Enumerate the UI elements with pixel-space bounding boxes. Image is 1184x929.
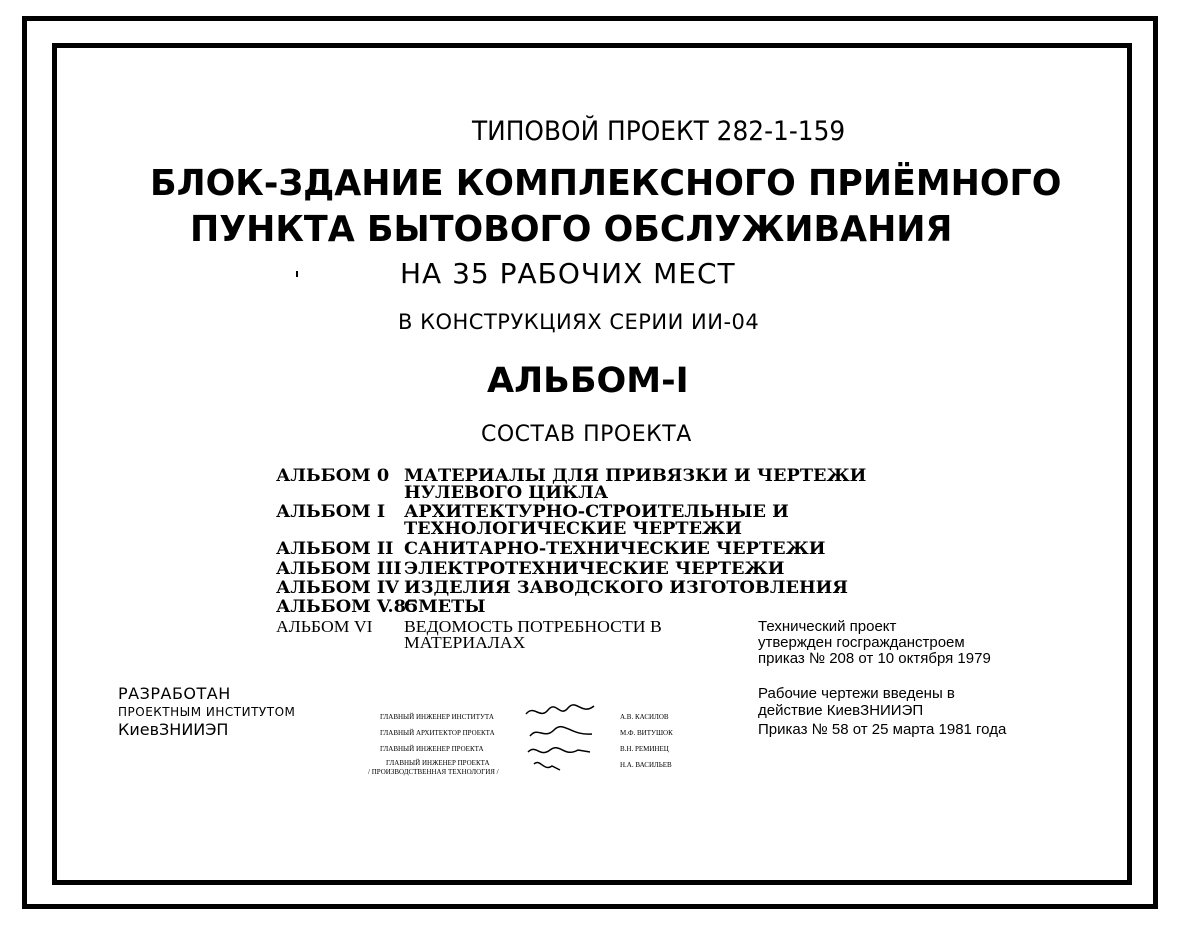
album-1-desc-2: ТЕХНОЛОГИЧЕСКИЕ ЧЕРТЕЖИ (404, 519, 742, 539)
handwritten-signatures (520, 700, 600, 780)
album-3-name: АЛЬБОМ III (276, 559, 402, 579)
album-5-name: АЛЬБОМ V.85 (276, 597, 419, 617)
developed-label: РАЗРАБОТАН (118, 684, 231, 703)
album-6-desc-2: МАТЕРИАЛАХ (404, 633, 526, 652)
signature-role-1: ГЛАВНЫЙ ИНЖЕНЕР ИНСТИТУТА (380, 713, 494, 721)
signature-name-1: А.В. КАСИЛОВ (620, 713, 669, 721)
project-number: ТИПОВОЙ ПРОЕКТ 282-1-159 (472, 116, 846, 147)
approval-line-1: Технический проект (758, 618, 897, 635)
series-line: В КОНСТРУКЦИЯХ СЕРИИ ИИ-04 (398, 310, 760, 334)
signature-name-2: М.Ф. ВИТУШОК (620, 729, 673, 737)
title-line-2: ПУНКТА БЫТОВОГО ОБСЛУЖИВАНИЯ (190, 209, 953, 250)
signature-role-2: ГЛАВНЫЙ АРХИТЕКТОР ПРОЕКТА (380, 729, 495, 737)
album-2-name: АЛЬБОМ II (276, 539, 394, 559)
album-1-desc-1: АРХИТЕКТУРНО-СТРОИТЕЛЬНЫЕ И (404, 502, 789, 522)
signature-name-4: Н.А. ВАСИЛЬЕВ (620, 761, 672, 769)
album-4-name: АЛЬБОМ IV (276, 578, 399, 598)
album-0-name: АЛЬБОМ 0 (276, 466, 390, 486)
album-5-desc-1: СМЕТЫ (404, 597, 486, 617)
album-0-desc-1: МАТЕРИАЛЫ ДЛЯ ПРИВЯЗКИ И ЧЕРТЕЖИ (404, 466, 867, 486)
album-2-desc-1: САНИТАРНО-ТЕХНИЧЕСКИЕ ЧЕРТЕЖИ (404, 539, 826, 559)
album-title: АЛЬБОМ-I (487, 361, 689, 401)
stray-mark (296, 271, 298, 277)
introduction-line-1: Рабочие чертежи введены в (758, 685, 955, 702)
introduction-line-3: Приказ № 58 от 25 марта 1981 года (758, 721, 1007, 738)
signature-name-3: В.Н. РЕМИНЕЦ (620, 745, 669, 753)
approval-line-3: приказ № 208 от 10 октября 1979 (758, 650, 991, 667)
title-line-1: БЛОК-ЗДАНИЕ КОМПЛЕКСНОГО ПРИЁМНОГО (150, 163, 1062, 204)
institute-name: КиевЗНИИЭП (118, 720, 229, 739)
signature-role-4b: / ПРОИЗВОДСТВЕННАЯ ТЕХНОЛОГИЯ / (368, 768, 499, 776)
album-1-name: АЛЬБОМ I (276, 502, 386, 522)
title-line-3: НА 35 РАБОЧИХ МЕСТ (400, 257, 736, 290)
signature-role-3: ГЛАВНЫЙ ИНЖЕНЕР ПРОЕКТА (380, 745, 484, 753)
album-0-desc-2: НУЛЕВОГО ЦИКЛА (404, 483, 609, 503)
composition-heading: СОСТАВ ПРОЕКТА (481, 422, 692, 447)
signature-role-4: ГЛАВНЫЙ ИНЖЕНЕР ПРОЕКТА (386, 759, 490, 767)
album-4-desc-1: ИЗДЕЛИЯ ЗАВОДСКОГО ИЗГОТОВЛЕНИЯ (404, 578, 848, 598)
album-3-desc-1: ЭЛЕКТРОТЕХНИЧЕСКИЕ ЧЕРТЕЖИ (404, 559, 785, 579)
album-6-desc-1: ВЕДОМОСТЬ ПОТРЕБНОСТИ В (404, 617, 662, 636)
institute-line: ПРОЕКТНЫМ ИНСТИТУТОМ (118, 705, 296, 719)
album-6-name: АЛЬБОМ VI (276, 617, 373, 636)
approval-line-2: утвержден госгражданстроем (758, 634, 965, 651)
introduction-line-2: действие КиевЗНИИЭП (758, 702, 924, 719)
